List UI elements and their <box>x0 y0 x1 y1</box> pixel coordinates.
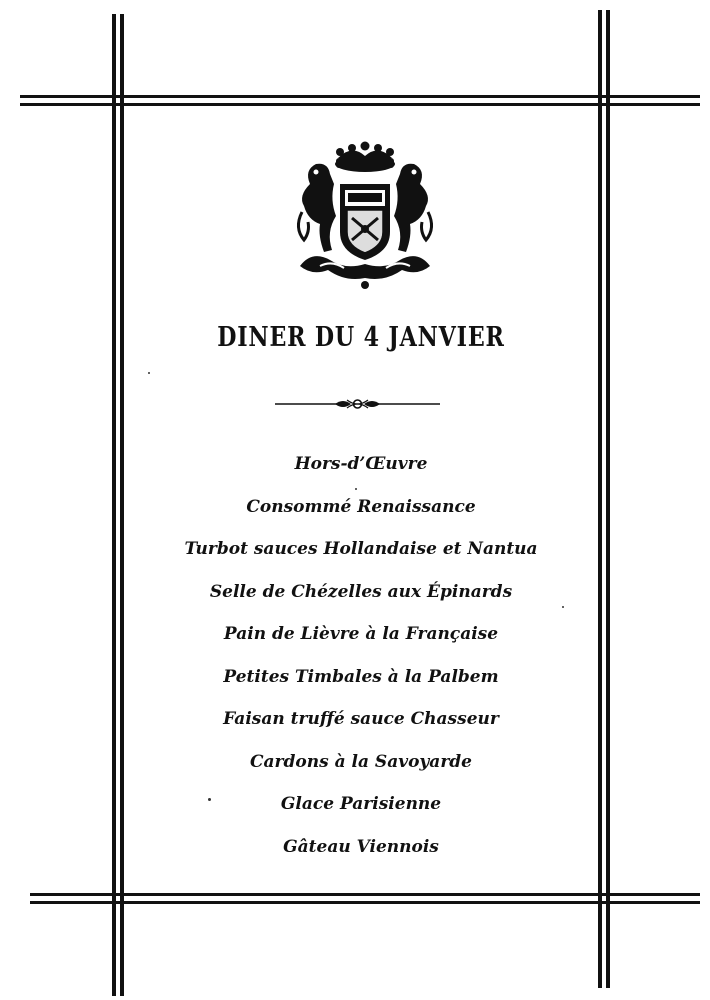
menu-course: Glace Parisienne <box>280 794 442 814</box>
top-frame-line-inner <box>20 103 700 106</box>
menu-course: Selle de Chézelles aux Épinards <box>209 581 513 602</box>
menu-course: Consommé Renaissance <box>246 496 476 517</box>
scan-speck <box>148 372 150 374</box>
bottom-frame-line-outer <box>30 901 700 904</box>
scan-speck <box>562 606 564 608</box>
bottom-frame-line-inner <box>30 893 700 896</box>
right-frame-line-inner <box>598 10 602 988</box>
top-frame-line-outer <box>20 95 700 98</box>
menu-course: Cardons à la Savoyarde <box>250 751 472 772</box>
right-frame-line-outer <box>606 10 610 988</box>
scan-speck <box>355 488 357 490</box>
menu-course: Petites Timbales à la Palbem <box>223 666 499 687</box>
scan-speck <box>208 798 211 801</box>
menu-course-list <box>124 448 598 873</box>
coat-of-arms-icon <box>290 140 440 290</box>
menu-course: Turbot sauces Hollandaise et Nantua <box>184 539 538 559</box>
menu-course: Hors-d’Œuvre <box>294 454 428 474</box>
menu-title: DINER DU 4 JANVIER <box>217 322 505 353</box>
menu-course: Gâteau Viennois <box>283 836 439 857</box>
menu-course: Pain de Lièvre à la Française <box>223 624 499 644</box>
menu-course: Faisan truffé sauce Chasseur <box>223 709 499 729</box>
ornamental-divider-icon <box>275 396 440 412</box>
left-frame-line-outer <box>112 14 116 996</box>
